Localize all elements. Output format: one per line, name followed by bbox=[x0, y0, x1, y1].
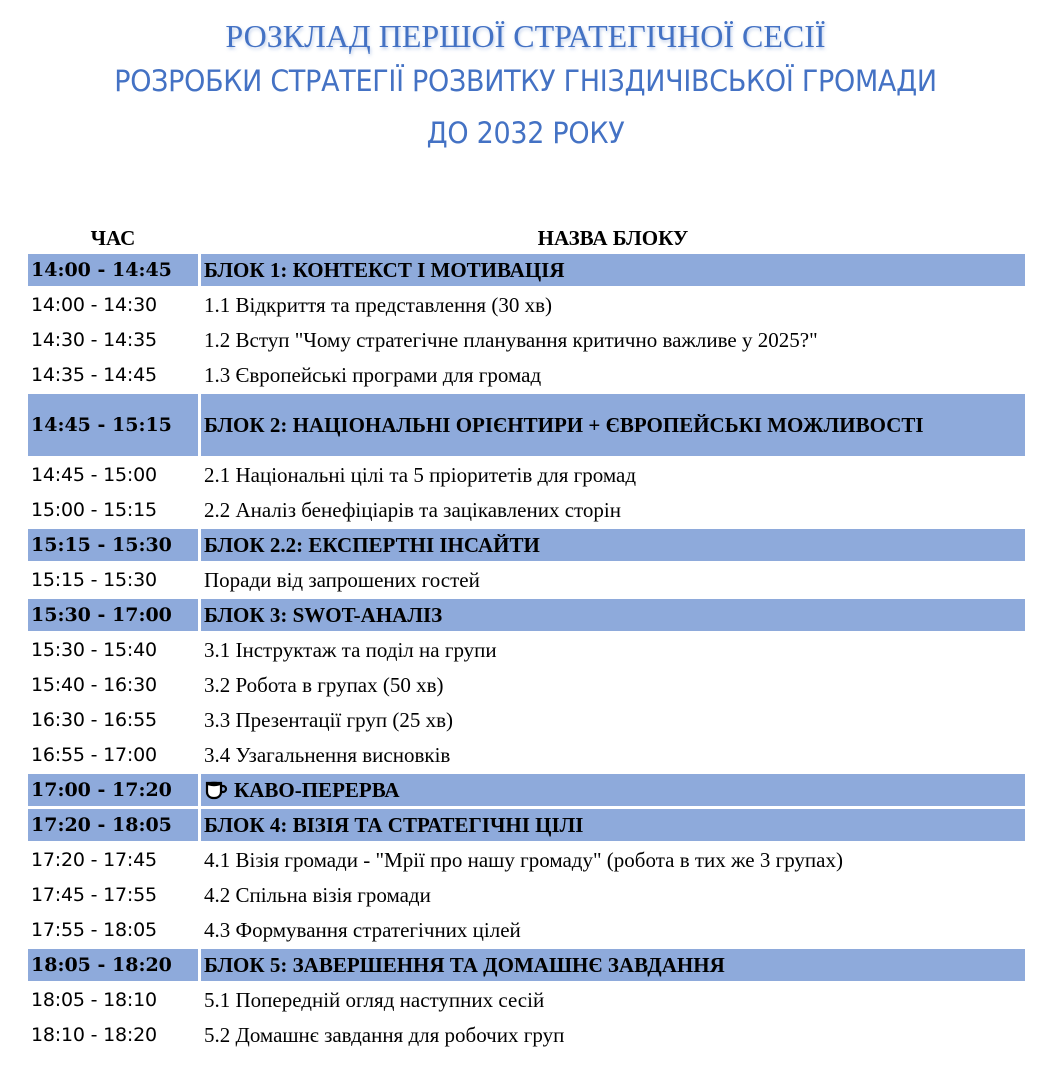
row-name: БЛОК 3: SWOT-АНАЛІЗ bbox=[201, 599, 1025, 631]
header-name: НАЗВА БЛОКУ bbox=[537, 225, 689, 250]
row-time: 15:00 - 15:15 bbox=[31, 499, 157, 521]
item-row bbox=[28, 459, 1025, 491]
row-time: 15:15 - 15:30 bbox=[31, 569, 157, 591]
schedule-table bbox=[25, 222, 1028, 1054]
row-time: 18:10 - 18:20 bbox=[31, 1024, 157, 1046]
item-row bbox=[28, 1019, 1025, 1051]
row-name: 3.3 Презентації груп (25 хв) bbox=[204, 707, 453, 732]
row-name-text: КАВО-ПЕРЕРВА bbox=[234, 778, 400, 802]
title-line-1: РОЗКЛАД ПЕРШОЇ СТРАТЕГІЧНОЇ СЕСІЇ bbox=[225, 18, 826, 54]
item-row bbox=[28, 359, 1025, 391]
row-name: 1.1 Відкриття та представлення (30 хв) bbox=[204, 292, 552, 317]
row-time: 15:15 - 15:30 bbox=[28, 529, 198, 561]
row-time: 14:45 - 15:15 bbox=[28, 394, 198, 456]
title-line-3: ДО 2032 РОКУ bbox=[426, 116, 625, 150]
item-row bbox=[28, 844, 1025, 876]
block-row bbox=[28, 809, 1025, 841]
row-name: 3.4 Узагальнення висновків bbox=[204, 742, 451, 767]
row-name bbox=[201, 774, 1025, 806]
row-time: 16:55 - 17:00 bbox=[31, 744, 157, 766]
row-name: БЛОК 2: НАЦІОНАЛЬНІ ОРІЄНТИРИ + ЄВРОПЕЙСЬКІ МОЖЛИВОСТІ bbox=[201, 394, 1025, 456]
row-time: 16:30 - 16:55 bbox=[31, 709, 157, 731]
item-row bbox=[28, 914, 1025, 946]
row-time: 14:00 - 14:45 bbox=[28, 254, 198, 286]
item-row bbox=[28, 564, 1025, 596]
item-row bbox=[28, 634, 1025, 666]
row-name: 4.2 Спільна візія громади bbox=[204, 882, 431, 907]
row-name: БЛОК 5: ЗАВЕРШЕННЯ ТА ДОМАШНЄ ЗАВДАННЯ bbox=[201, 949, 1025, 981]
row-name: 4.3 Формування стратегічних цілей bbox=[204, 917, 521, 942]
item-row bbox=[28, 324, 1025, 356]
item-row bbox=[28, 669, 1025, 701]
row-name: 5.1 Попередній огляд наступних сесій bbox=[204, 987, 545, 1012]
row-time: 15:30 - 17:00 bbox=[28, 599, 198, 631]
row-name: БЛОК 1: КОНТЕКСТ І МОТИВАЦІЯ bbox=[201, 254, 1025, 286]
table-header-row bbox=[28, 225, 1025, 251]
row-time: 15:40 - 16:30 bbox=[31, 674, 157, 696]
item-row bbox=[28, 879, 1025, 911]
row-time: 15:30 - 15:40 bbox=[31, 639, 157, 661]
row-name: 1.2 Вступ "Чому стратегічне планування критично важливе у 2025?" bbox=[204, 327, 818, 352]
row-time: 14:00 - 14:30 bbox=[31, 294, 157, 316]
header-time: ЧАС bbox=[90, 225, 136, 250]
row-name: 4.1 Візія громади - "Мрії про нашу громаду" (робота в тих же 3 групах) bbox=[204, 847, 843, 872]
item-row bbox=[28, 739, 1025, 771]
row-time: 18:05 - 18:20 bbox=[28, 949, 198, 981]
coffee-cup-icon bbox=[204, 779, 228, 799]
item-row bbox=[28, 984, 1025, 1016]
row-name: 2.2 Аналіз бенефіціарів та зацікавлених сторін bbox=[204, 497, 622, 522]
row-name: 2.1 Національні цілі та 5 пріоритетів для громад bbox=[204, 462, 636, 487]
item-row bbox=[28, 289, 1025, 321]
row-name: 3.2 Робота в групах (50 хв) bbox=[204, 672, 444, 697]
row-name: БЛОК 2.2: ЕКСПЕРТНІ ІНСАЙТИ bbox=[201, 529, 1025, 561]
row-name: 3.1 Інструктаж та поділ на групи bbox=[204, 637, 497, 662]
row-time: 18:05 - 18:10 bbox=[31, 989, 157, 1011]
row-time: 17:20 - 17:45 bbox=[31, 849, 157, 871]
row-time: 14:35 - 14:45 bbox=[31, 364, 157, 386]
item-row bbox=[28, 494, 1025, 526]
block-row bbox=[28, 949, 1025, 981]
row-time: 17:45 - 17:55 bbox=[31, 884, 157, 906]
title-line-2: РОЗРОБКИ СТРАТЕГІЇ РОЗВИТКУ ГНІЗДИЧІВСЬКОЇ ГРОМАДИ bbox=[114, 64, 937, 98]
item-row bbox=[28, 704, 1025, 736]
row-time: 14:45 - 15:00 bbox=[31, 464, 157, 486]
row-time: 17:20 - 18:05 bbox=[28, 809, 198, 841]
row-name: 5.2 Домашнє завдання для робочих груп bbox=[204, 1022, 565, 1047]
row-time: 17:00 - 17:20 bbox=[28, 774, 198, 806]
row-time: 17:55 - 18:05 bbox=[31, 919, 157, 941]
block-row bbox=[28, 774, 1025, 806]
row-name: Поради від запрошених гостей bbox=[204, 567, 480, 592]
block-row bbox=[28, 254, 1025, 286]
row-time: 14:30 - 14:35 bbox=[31, 329, 157, 351]
block-row bbox=[28, 394, 1025, 456]
row-name: 1.3 Європейські програми для громад bbox=[204, 362, 542, 387]
block-row bbox=[28, 529, 1025, 561]
row-name: БЛОК 4: ВІЗІЯ ТА СТРАТЕГІЧНІ ЦІЛІ bbox=[201, 809, 1025, 841]
block-row bbox=[28, 599, 1025, 631]
